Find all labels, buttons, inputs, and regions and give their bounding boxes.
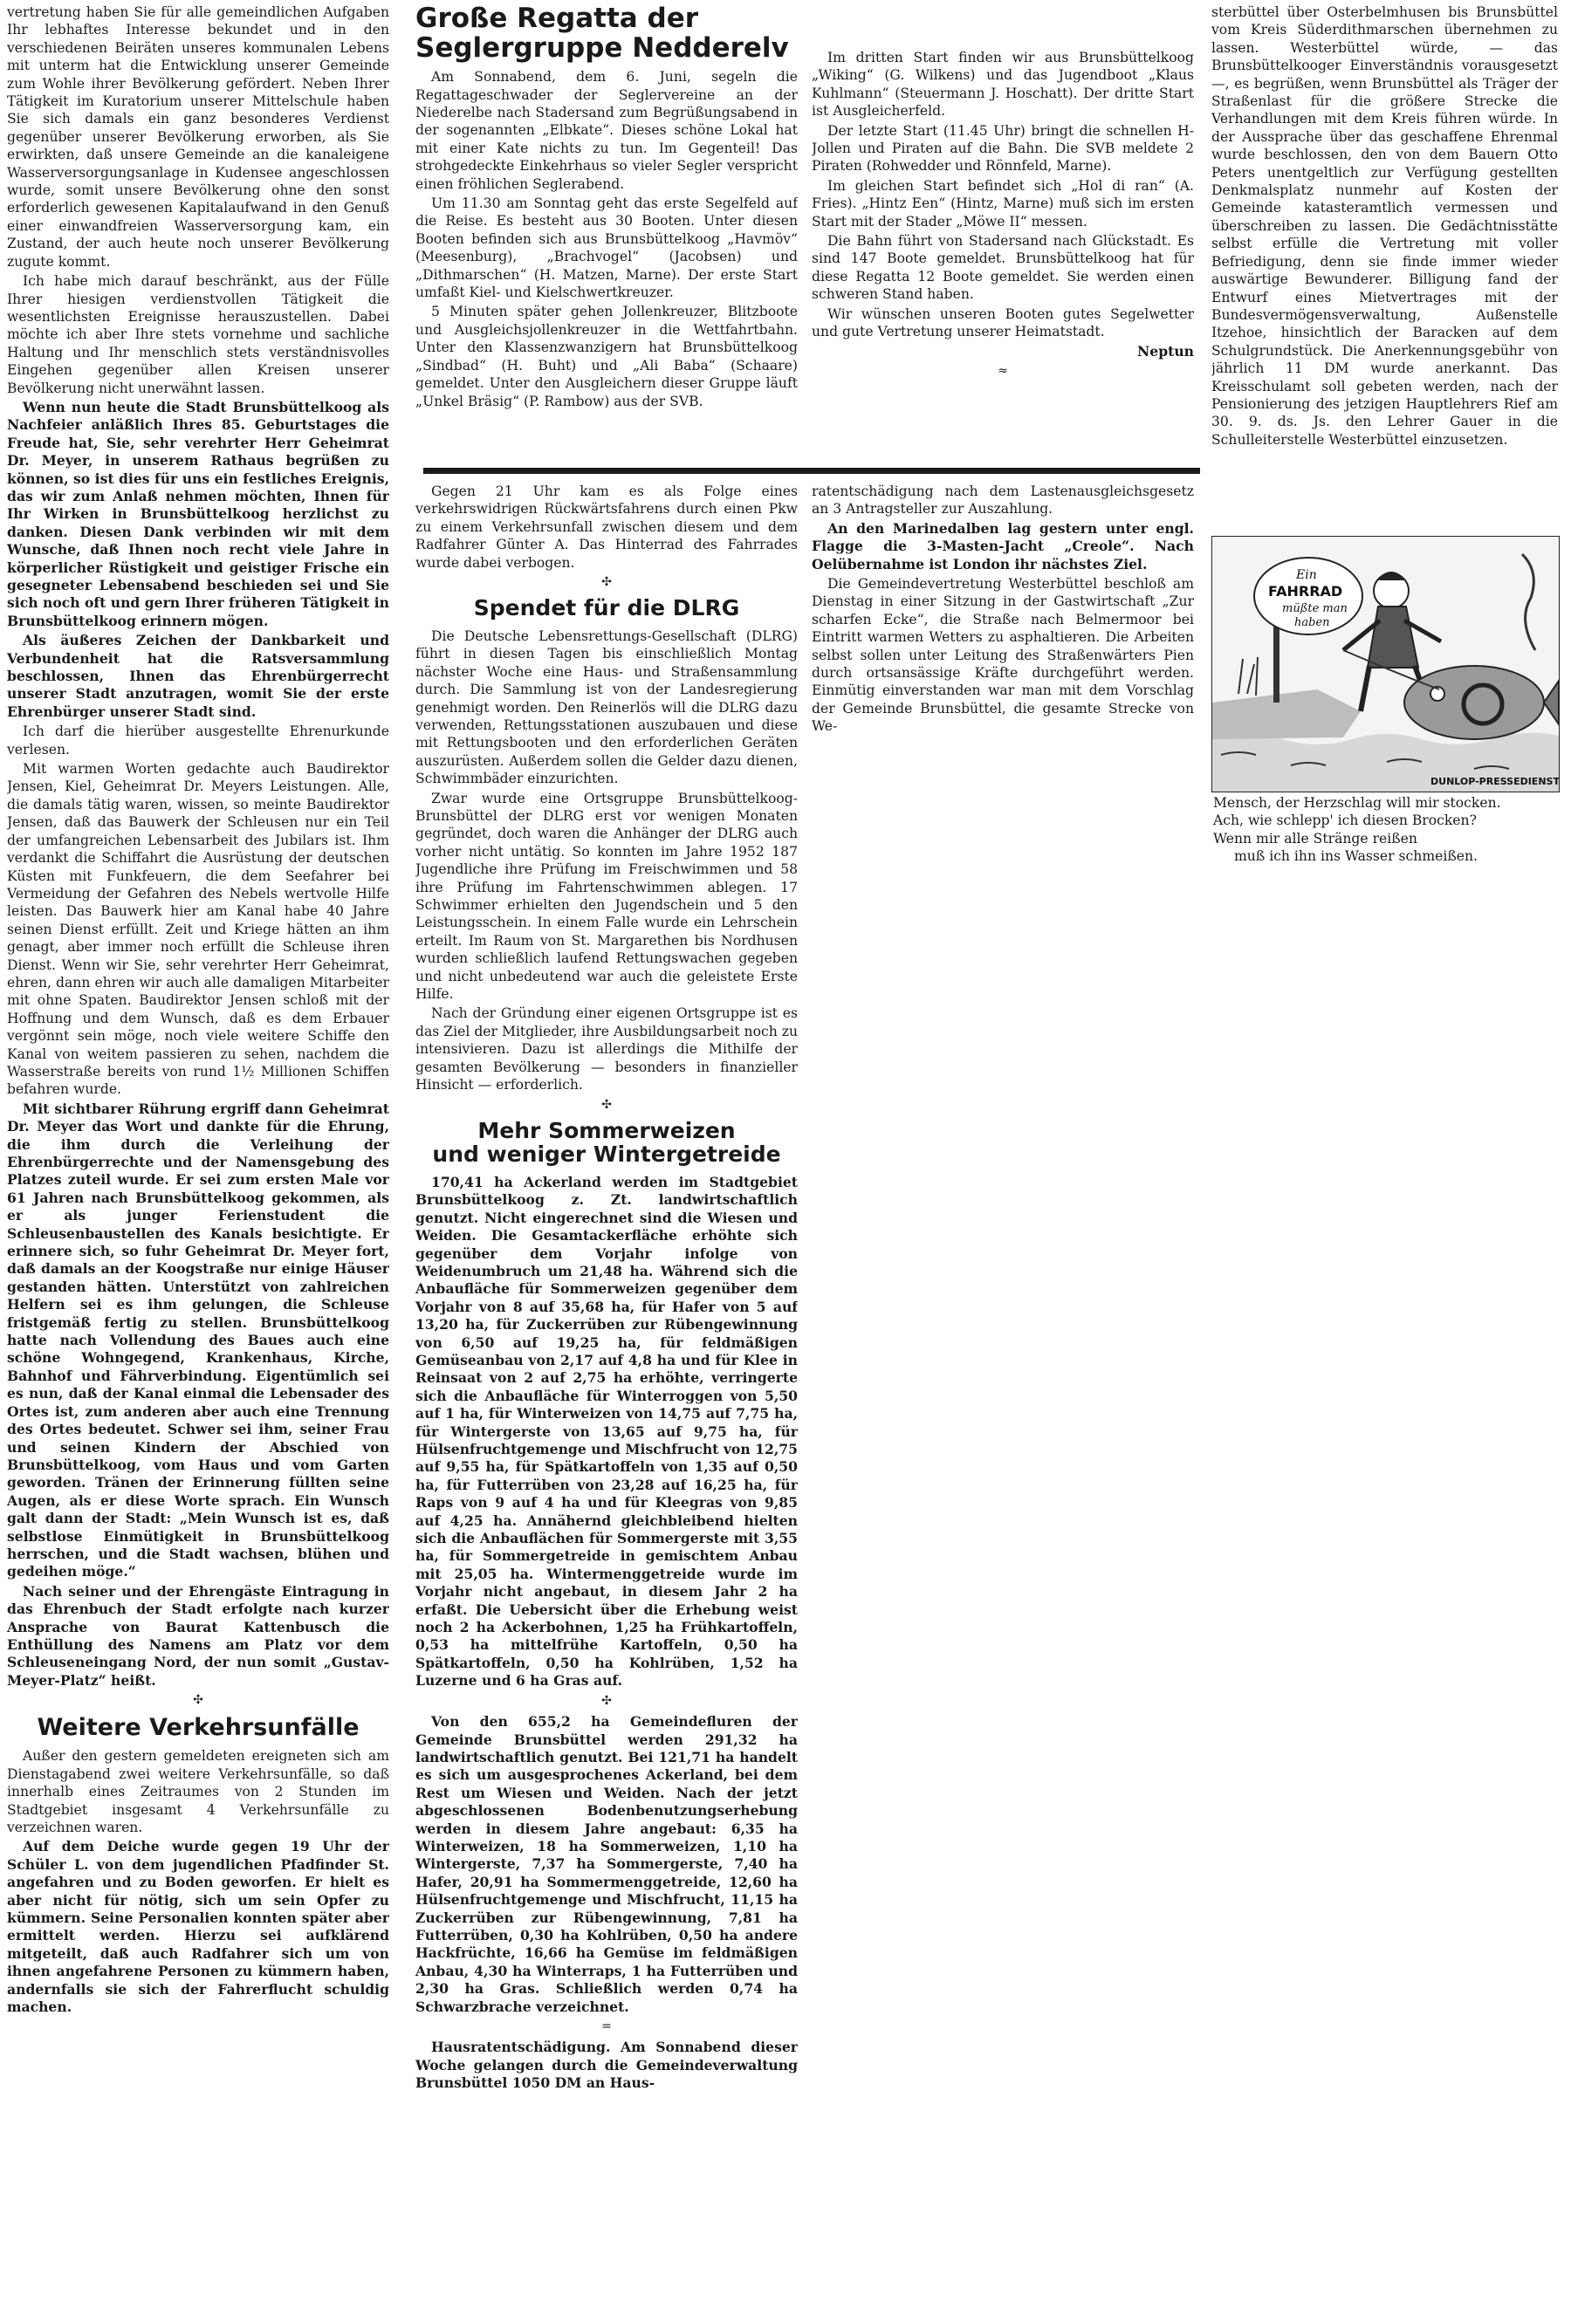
article-paragraph: Wir wünschen unseren Booten gutes Segelwetter und gute Vertretung unserer Heimatstadt. [812, 305, 1194, 340]
headline-weizen-line-1: Mehr Sommerweizen [477, 1117, 736, 1143]
separator-tilde: ≈ [998, 363, 1008, 378]
article-paragraph-bold: Wenn nun heute die Stadt Brunsbüttelkoog als Nachfeier anläßlich Ihres 85. Geburtstages die Freude hat, Sie, sehr verehrter Herr Geheimrat Dr. Meyer, in unserem Rathaus begrüßen zu können, so ist dies für uns ein festliches Ereignis, das wir zum Anlaß nehmen möchten, Ihnen für Ihr Wirken in Brunsbüttelkoog herzlichst zu danken. Diesen Dank verbinden wir mit dem Wunsche, daß Ihnen noch recht viele Jahre in körperlicher Rüstigkeit und geistiger Frische ein gesegneter Lebensabend beschieden sei und Sie sich noch oft und gern Ihrer früheren Tätigkeit in Brunsbüttelkoog erinnern mögen. [7, 398, 389, 629]
article-paragraph: Um 11.30 am Sonntag geht das erste Segelfeld auf die Reise. Es besteht aus 30 Booten. Unter diesen Booten befinden sich aus Brunsbüttelkoog „Havmöv“ (Meesenburg), „Brachvogel“ (Jacobsen) und „Dithmarschen“ (H. Matzen, Marne). Der erste Start umfaßt Kiel- und Kielschwertkreuzer. [415, 195, 798, 301]
caption-line: Mensch, der Herzschlag will mir stocken. [1213, 795, 1501, 811]
separator-star: ✣ [601, 1693, 612, 1708]
caption-line: Wenn mir alle Stränge reißen [1213, 830, 1417, 847]
article-paragraph: 170,41 ha Ackerland werden im Stadtgebiet Brunsbüttelkoog z. Zt. landwirtschaftlich genutzt. Nicht eingerechnet sind die Wiesen und Weiden. Die Gesamtackerfläche erhöhte sich gegenüber dem Vorjahr infolge von Weidenumbruch um 21,48 ha. Während sich die Anbaufläche für Sommerweizen gegenüber dem Vorjahr von 8 auf 35,68 ha, für Hafer von 5 auf 13,20 ha, für Zuckerrüben zur Rübengewinnung von 6,50 auf 19,25 ha, für feldmäßigen Gemüseanbau von 2,17 auf 4,8 ha und für Klee in Reinsaat von 2 auf 2,75 ha erhöhte, verringerte sich die Anbaufläche für Winterroggen von 5,50 auf 1 ha, für Winterweizen von 14,75 auf 7,75 ha, für Wintergerste von 13,65 auf 9,75 ha, für Hülsenfruchtgemenge und Mischfrucht von 12,75 auf 9,55 ha, für Spätkartoffeln von 1,35 auf 0,50 ha, für Futterrüben von 23,28 auf 16,25 ha, für Raps von 9 auf 4 ha und für Kleegras von 9,85 auf 4,25 ha. Annähernd gleichbleibend hielten sich die Anbauflächen für Sommergerste mit 3,55 ha, für Sommergetreide in gemischtem Anbau mit 25,05 ha. Wintermenggetreide wurde im Vorjahr nicht angebaut, in diesem Jahr 2 ha erfaßt. Die Uebersicht über die Erhebung weist noch 2 ha Ackerbohnen, 1,25 ha Frühkartoffeln, 0,53 ha mittelfrühe Kartoffeln, 0,50 ha Spätkartoffeln, 0,50 ha Kohlrüben, 1,52 ha Luzerne und 6 ha Gras auf. [415, 1173, 798, 1690]
article-paragraph: 5 Minuten später gehen Jollenkreuzer, Blitzboote und Ausgleichsjollenkreuzer in die Wettfahrtbahn. Unter den Klassenzwanzigern hat Brunsbüttelkoog „Sindbad“ (H. Buht) und „Ali Baba“ (Schaare) gemeldet. Unter den Ausgleichern dieser Gruppe läuft „Unkel Bräsig“ (P. Rambow) aus der SVB. [415, 304, 798, 409]
article-paragraph: Der letzte Start (11.45 Uhr) bringt die schnellen H-Jollen und Piraten auf die Bahn. Die SVB meldete 2 Piraten (Rohwedder und Rönnfeld, Marne). [812, 122, 1194, 175]
article-paragraph-bold: Mit sichtbarer Rührung ergriff dann Geheimrat Dr. Meyer das Wort und dankte für die Ehrung, die ihm durch die Verleihung der Ehrenbürgerrechte und der Namensgebung des Platzes zuteil wurde. Er sei zum ersten Male vor 61 Jahren nach Brunsbüttelkoog gekommen, als er als junger Ferienstudent die Schleusenbaustellen des Kanals besichtigte. Er erinnere sich, so fuhr Geheimrat Dr. Meyer fort, daß damals an der Koogstraße nur einige Häuser gestanden hätten. Unterstützt von zahlreichen Helfern sei es ihm gelungen, die Schleuse fristgemäß fertig zu stellen. Brunsbüttelkoog hatte nach Vollendung des Baues auch eine schöne Wohngegend, Krankenhaus, Kirche, Bahnhof und Fährverbindung. Eigentümlich sei es nun, daß der Kanal einmal die Lebensader des Ortes ist, zum anderen aber auch eine Trennung des Ortes bedeutet. Schwer sei ihm, seiner Frau und seinen Kindern der Abschied von Brunsbüttelkoog, vom Haus und vom Garten geworden. Tränen der Erinnerung füllten seine Augen, als er diese Worte sprach. Ein Wunsch galt dann der Stadt: „Mein Wunsch ist es, daß selbstlose Einmütigkeit in Brunsbüttelkoog herrschen, und die Stadt wachsen, blühen und gedeihen möge.“ [7, 1100, 389, 1580]
article-paragraph: An den Marinedalben lag gestern unter engl. Flagge die 3-Masten-Jacht „Creole“. Nach Oelübernahme ist London ihr nächstes Ziel. [812, 519, 1194, 572]
cartoon-credit: DUNLOP-PRESSEDIENST [1430, 776, 1559, 787]
article-paragraph: ratentschädigung nach dem Lastenausgleichsgesetz an 3 Antragsteller zur Auszahlung. [812, 483, 1194, 518]
article-paragraph: Nach der Gründung einer eigenen Ortsgruppe ist es das Ziel der Mitglieder, ihre Ausbildungsarbeit noch zu intensivieren. Dazu ist allerdings die Mithilfe der gesamten Bevölkerung — besonders in finanzieller Hinsicht — erforderlich. [415, 1005, 798, 1093]
article-paragraph: Ich habe mich darauf beschränkt, aus der Fülle Ihrer hiesigen verdienstvollen Tätigkeit die wesentlichsten Ereignisse herauszustellen. Dabei möchte ich aber Ihre stets vornehme und sachliche Haltung und Ihr menschlich stets verständnisvolles Eingehen gegenüber allen Kreisen unserer Bevölkerung nicht unerwähnt lassen. [7, 273, 389, 396]
article-paragraph: Mit warmen Worten gedachte auch Baudirektor Jensen, Kiel, Geheimrat Dr. Meyers Leistungen. Alle, die damals tätig waren, wissen, so meinte Baudirektor Jensen, daß das Bauwerk der Schleusen nur ein Teil der umfangreichen Lebensarbeit des Jubilars ist. Ihm verdankt die Schiffahrt die Ausrüstung der deutschen Küsten mit Funkfeuern, die dem Seefahrer bei Vermeidung der Gefahren des Nebels wertvolle Hilfe leisten. Das Bauwerk hier am Kanal habe 40 Jahre seinen Dienst erfüllt. Zeit und Kriege hätten an ihm genagt, aber immer noch erfüllt die Schleuse ihren Dienst. Wenn wir Sie, sehr verehrter Herr Geheimrat, ehren, dann ehren wir auch alle damaligen Mitarbeiter mit ohne Spaten. Baudirektor Jensen schloß mit der Hoffnung und dem Wunsch, daß es dem Erbauer vergönnt sein möge, noch viele weitere Schiffe den Kanal von weitem passieren zu sehen, nachdem die Wasserstraße bereits von rund 1½ Millionen Schiffen befahren wurde. [7, 761, 389, 1098]
article-paragraph: Die Bahn führt von Stadersand nach Glückstadt. Es sind 147 Boote gemeldet. Brunsbüttelkoog hat für diese Regatta 12 Boote gemeldet. Sie werden einen schweren Stand haben. [812, 233, 1194, 303]
article-paragraph: Die Deutsche Lebensrettungs-Gesellschaft (DLRG) führt in diesen Tagen bis einschließlich Montag nächster Woche eine Haus- und Straßensammlung durch. Die Sammlung ist von der Landesregierung genehmigt worden. Den Reinerlös will die DLRG dazu verwenden, Rettungsstationen auszubauen und diese mit Rettungsbooten und den erforderlichen Geräten auszurüsten. Außerdem sollen die Gelder dazu dienen, Schwimmbäder einzurichten. [415, 627, 798, 787]
article-paragraph: Im dritten Start finden wir aus Brunsbüttelkoog „Wiking“ (G. Wilkens) und das Jugendboot „Klaus Kuhlmann“ (Steuermann J. Hoschatt). Der dritte Start ist Ausgleicherfeld. [812, 50, 1194, 120]
headline-dlrg: Spendet für die DLRG [473, 595, 740, 621]
separator-star: ✣ [193, 1693, 203, 1708]
article-paragraph: Außer den gestern gemeldeten ereigneten sich am Dienstagabend zwei weitere Verkehrsunfälle, so daß innerhalb eines Zeitraumes von 2 Stunden im Stadtgebiet insgesamt 4 Verkehrsunfälle zu verzeichnen waren. [7, 1748, 389, 1835]
article-paragraph: sterbüttel über Osterbelmhusen bis Brunsbüttel vom Kreis Süderdithmarschen übernehmen zu lassen. Westerbüttel würde, — das Brunsbüttelkooger Einverständnis vorausgesetzt —, es begrüßen, wenn Brunsbüttel als Träger der Straßenlast für die größere Strecke die Verhandlungen mit dem Kreis führen würde. In der Aussprache über das geschaffene Ehrenmal wurde beschlossen, den von dem Bauern Otto Peters unentgeltlich zur Verfügung gestellten Denkmalsplatz nunmehr auf Kosten der Gemeinde katasteramtlich vermessen und überschreiben zu lassen. Die Gedächtnisstätte selbst erfülle die Vertretung mit voller Befriedigung, denn sie finde immer wieder auswärtige Bewunderer. Billigung fand der Entwurf eines Mietvertrages mit der Bundesvermögensverwaltung, Außenstelle Itzehoe, hinsichtlich der Baracken auf dem Schulgrundstück. Die Anerkennungsgebühr von jährlich 11 DM wurde anerkannt. Das Kreisschulamt soll gebeten werden, nach der Pensionierung des jetzigen Hauptlehrers Rief am 30. 9. ds. Js. den Lehrer Gauer in die Schulleiterstelle Westerbüttel einzusetzen. [1211, 4, 1558, 448]
caption-line: muß ich ihn ins Wasser schmeißen. [1234, 848, 1478, 865]
cartoon-drawing [1212, 537, 1559, 792]
horizontal-rule [423, 468, 1200, 474]
separator-star: ✣ [601, 575, 612, 590]
headline-verkehrsunfaelle: Weitere Verkehrsunfälle [37, 1713, 360, 1741]
article-paragraph: Im gleichen Start befindet sich „Hol di ran“ (A. Fries). „Hintz Een“ (Hintz, Marne) muß sich im ersten Start mit der Stader „Möwe II“ messen. [812, 177, 1194, 230]
article-paragraph-bold: Als äußeres Zeichen der Dankbarkeit und Verbundenheit hat die Ratsversammlung beschlossen, Ihnen das Ehrenbürgerrecht unserer Stadt anzutragen, womit Sie der erste Ehrenbürger unserer Stadt sind. [7, 632, 389, 720]
article-paragraph-bold: Nach seiner und der Ehrengäste Eintragung in das Ehrenbuch der Stadt erfolgte nach kurzer Ansprache von Baurat Kattenbusch die Enthüllung des Namens am Platz vor dem Schleuseneingang Nord, der nun somit „Gustav-Meyer-Platz“ heißt. [7, 1582, 389, 1689]
author-signature: Neptun [1137, 342, 1194, 360]
article-paragraph-bold: Hausratentschädigung. Am Sonnabend dieser Woche gelangen durch die Gemeindeverwaltung Brunsbüttel 1050 DM an Haus- [415, 2039, 798, 2092]
column-2-top [415, 3, 798, 464]
article-paragraph-bold: Auf dem Deiche wurde gegen 19 Uhr der Schüler L. von dem jugendlichen Pfadfinder St. angefahren und zu Boden geworfen. Er hielt es aber nicht für nötig, sich um sein Opfer zu kümmern. Seine Personalien konnten später aber ermittelt werden. Hierzu sei aufklärend mitgeteilt, daß auch Radfahrer sich um von ihnen angefahrene Personen zu kümmern haben, andernfalls sie sich der Fahrerflucht schuldig machen. [7, 1838, 389, 2015]
cartoon-sign-text-4: haben [1294, 616, 1330, 629]
column-3-top [812, 49, 1194, 464]
cartoon-sign-text-2: FAHRRAD [1268, 583, 1343, 600]
cartoon-sign-text-1: Ein [1296, 568, 1317, 582]
column-3-bottom [812, 483, 1194, 884]
cartoon-illustration [1211, 536, 1560, 792]
cartoon-sign-text-3: müßte man [1282, 602, 1348, 615]
article-paragraph: Zwar wurde eine Ortsgruppe Brunsbüttelkoog-Brunsbüttel der DLRG erst vor wenigen Monaten gegründet, doch waren die Anhänger der DLRG auch vorher nicht untätig. So konnten im Jahre 1952 187 Jugendliche ihre Prüfung im Freischwimmen und 58 ihre Prüfung im Fahrtenschwimmen ablegen. 17 Schwimmer erhielten den Jugendschein und 5 den Leistungsschein. In einem Falle wurde ein Lehrschein erteilt. Im Raum von St. Margarethen bis Nordhusen wurden schließlich laufend Rettungswachen gegeben und nicht unbedeutend war auch die geleistete Erste Hilfe. [415, 790, 798, 1003]
article-paragraph: Ich darf die hierüber ausgestellte Ehrenurkunde verlesen. [7, 723, 389, 758]
separator-star: ✣ [601, 1097, 612, 1112]
cartoon-caption [1213, 794, 1558, 866]
article-paragraph: Die Gemeindevertretung Westerbüttel beschloß am Dienstag in einer Sitzung in der Gastwirtschaft „Zur scharfen Ecke“, die Straße nach Belmermoor bei Eintritt warmen Wetters zu asphaltieren. Die Arbeiten selbst sollen unter Leitung des Straßenwärters Pien durch ortsansässige Kräfte durchgeführt werden. Einmütig einverstanden war man mit dem Vorschlag der Gemeinde Brunsbüttel, die gesamte Strecke von We- [812, 576, 1194, 735]
article-paragraph: Am Sonnabend, dem 6. Juni, segeln die Regattageschwader der Seglervereine an der Niederelbe nach Stadersand zum Begrüßungsabend in der sogenannten „Elbkate“. Dieses schöne Lokal hat mit einer Kate nichts zu tun. Im Gegenteil! Das strohgedeckte Einkehrhaus so vieler Segler verspricht einen fröhlichen Seglerabend. [415, 69, 798, 192]
article-paragraph: Gegen 21 Uhr kam es als Folge eines verkehrswidrigen Rückwärtsfahrens durch einen Pkw zu einem Verkehrsunfall zwischen diesem und dem Radfahrer Günter A. Das Hinterrad des Fahrrades wurde dabei verbogen. [415, 483, 798, 571]
headline-weizen-line-2: und weniger Wintergetreide [432, 1141, 781, 1168]
column-4 [1211, 3, 1558, 527]
article-paragraph: vertretung haben Sie für alle gemeindlichen Aufgaben Ihr lebhaftes Interesse bekundet und in den verschiedenen Beiräten unseres kommunalen Lebens mit unterm hat die Entwicklung unserer Gemeinde zum Wohle ihrer Bevölkerung gefördert. Neben Ihrer Tätigkeit im Kuratorium unserer Mittelschule haben Sie sich damals ein ganz besonderes Verdienst gegenüber unserer Bevölkerung erworben, als Sie erwirkten, daß unsere Gemeinde an die kanaleigene Wasserversorgungsanlage in Kudensee angeschlossen wurde, somit unsere Bevölkerung ohne den sonst erforderlich gewesenen Kapitalaufwand in den Genuß einer einwandfreien Wasserversorgung kam, ein Zustand, der auch heute noch unserer Bevölkerung zugute kommt. [7, 4, 389, 270]
caption-line: Ach, wie schlepp' ich diesen Brocken? [1213, 812, 1477, 829]
column-1 [7, 3, 389, 2321]
separator-ornament: = [601, 2019, 612, 2033]
article-paragraph-bold: Von den 655,2 ha Gemeindefluren der Gemeinde Brunsbüttel werden 291,32 ha landwirtschaftlich genutzt. Bei 121,71 ha handelt es sich um ausgesprochenes Ackerland, bei dem Rest um Wiesen und Weiden. Nach der jetzt abgeschlossenen Bodenbenutzungserhebung werden in diesem Jahre angebaut: 6,35 ha Winterweizen, 18 ha Sommerweizen, 1,10 ha Wintergerste, 7,37 ha Sommergerste, 7,40 ha Hafer, 20,91 ha Sommermenggetreide, 12,60 ha Hülsenfruchtgemenge und Mischfrucht, 11,15 ha Zuckerrüben zur Rübengewinnung, 7,81 ha Futterrüben, 0,30 ha Kohlrüben, 0,50 ha andere Hackfrüchte, 16,66 ha Gemüse im feldmäßigen Anbau, 4,30 ha Winterraps, 1 ha Futterrüben und 2,30 ha Gras. Schließlich werden 0,74 ha Schwarzbrache verzeichnet. [415, 1713, 798, 2015]
column-2-bottom [415, 483, 798, 2321]
headline-regatta: Große Regatta der Seglergruppe Nedderelv [415, 3, 789, 65]
